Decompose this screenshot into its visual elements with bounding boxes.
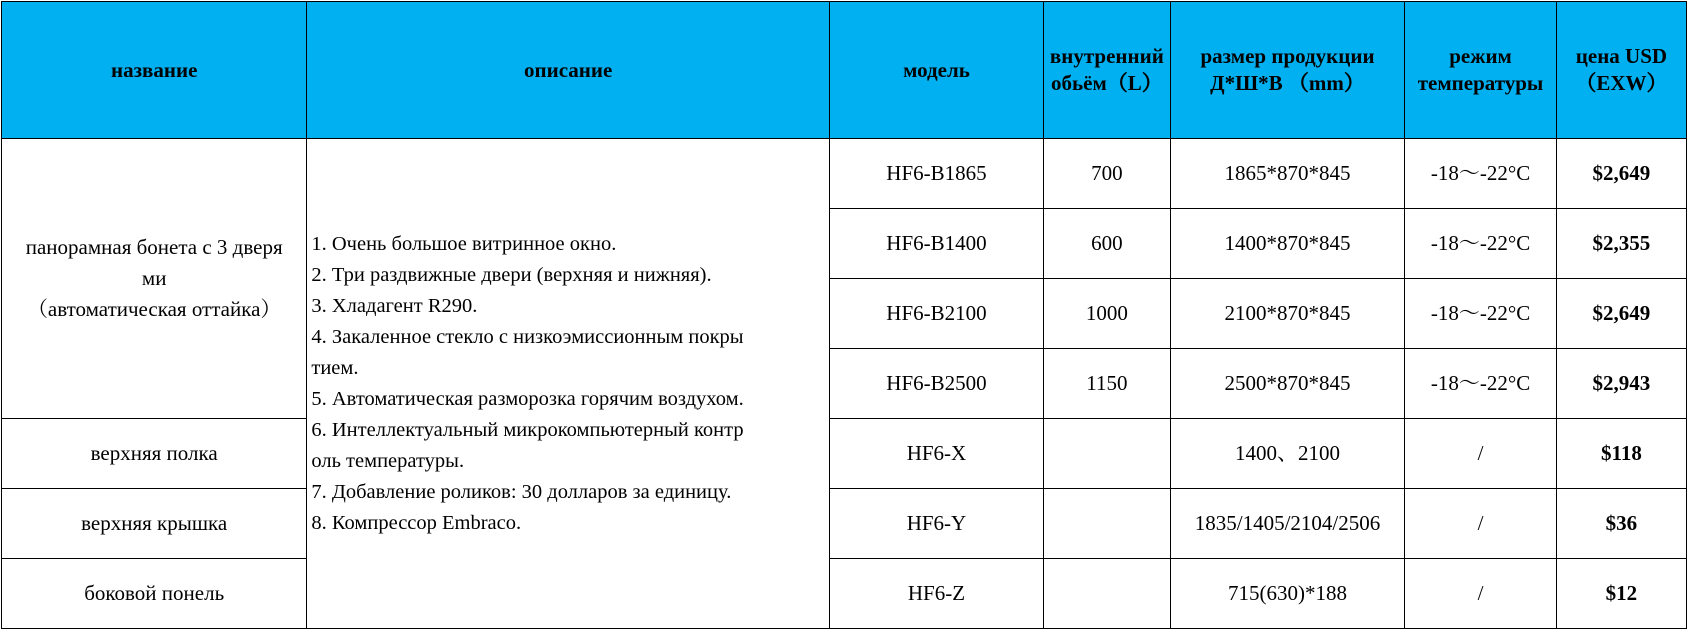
- table-row: [2, 489, 1687, 559]
- product-name-line: ми: [141, 266, 167, 290]
- model-cell: HF6-B2100: [829, 279, 1043, 349]
- header-name: название: [2, 2, 307, 139]
- size-cell: 1865*870*845: [1170, 139, 1404, 209]
- price-cell: $2,649: [1556, 139, 1686, 209]
- temperature-cell: /: [1405, 419, 1557, 489]
- volume-cell: [1043, 559, 1170, 629]
- header-description: описание: [307, 2, 830, 139]
- volume-cell: [1043, 489, 1170, 559]
- size-cell: 1835/1405/2104/2506: [1170, 489, 1404, 559]
- header-row: [2, 2, 1687, 139]
- size-cell: 2500*870*845: [1170, 349, 1404, 419]
- header-model: модель: [829, 2, 1043, 139]
- description-line: 7. Добавление роликов: 30 долларов за единицу.: [311, 480, 732, 503]
- temperature-cell: -18～-22°C: [1405, 349, 1557, 419]
- price-cell: $2,355: [1556, 209, 1686, 279]
- product-description: [307, 139, 830, 629]
- product-name-line: （автоматическая оттайка）: [26, 297, 282, 321]
- product-name-lid: верхняя крышка: [2, 489, 307, 559]
- size-cell: 715(630)*188: [1170, 559, 1404, 629]
- size-cell: 1400*870*845: [1170, 209, 1404, 279]
- price-cell: $118: [1556, 419, 1686, 489]
- description-line: 5. Автоматическая разморозка горячим воздухом.: [311, 387, 744, 410]
- model-cell: HF6-B2500: [829, 349, 1043, 419]
- description-line: 1. Очень большое витринное окно.: [311, 232, 617, 255]
- description-line: 3. Хладагент R290.: [311, 294, 478, 317]
- header-volume: внутренний обьём（L）: [1043, 2, 1170, 139]
- table-row: [2, 419, 1687, 489]
- model-cell: HF6-B1400: [829, 209, 1043, 279]
- volume-cell: [1043, 419, 1170, 489]
- description-line: оль температуры.: [311, 449, 465, 472]
- model-cell: HF6-B1865: [829, 139, 1043, 209]
- size-cell: 1400、2100: [1170, 419, 1404, 489]
- product-name-line: панорамная бонета с 3 двеpя: [25, 235, 283, 259]
- price-cell: $2,649: [1556, 279, 1686, 349]
- price-cell: $12: [1556, 559, 1686, 629]
- temperature-cell: -18～-22°C: [1405, 209, 1557, 279]
- temperature-cell: /: [1405, 559, 1557, 629]
- header-size: размер продукции Д*Ш*В （mm）: [1170, 2, 1404, 139]
- volume-cell: 1000: [1043, 279, 1170, 349]
- temperature-cell: /: [1405, 489, 1557, 559]
- header-price: цена USD（EXW）: [1556, 2, 1686, 139]
- temperature-cell: -18～-22°C: [1405, 279, 1557, 349]
- model-cell: HF6-Z: [829, 559, 1043, 629]
- table-row: [2, 139, 1687, 209]
- temperature-cell: -18～-22°C: [1405, 139, 1557, 209]
- header-temperature: режим температуры: [1405, 2, 1557, 139]
- description-line: 4. Закаленное стекло с низкоэмиссионным покры: [311, 325, 744, 348]
- product-name-main: [2, 139, 307, 419]
- volume-cell: 600: [1043, 209, 1170, 279]
- price-cell: $36: [1556, 489, 1686, 559]
- description-line: 8. Компрессор Embraco.: [311, 511, 522, 534]
- price-cell: $2,943: [1556, 349, 1686, 419]
- model-cell: HF6-Y: [829, 489, 1043, 559]
- price-table: [1, 1, 1687, 629]
- product-name-panel: боковой понель: [2, 559, 307, 629]
- model-cell: HF6-X: [829, 419, 1043, 489]
- volume-cell: 700: [1043, 139, 1170, 209]
- product-name-shelf: верхняя полка: [2, 419, 307, 489]
- volume-cell: 1150: [1043, 349, 1170, 419]
- description-line: тием.: [311, 356, 359, 379]
- table-row: [2, 559, 1687, 629]
- description-line: 2. Три раздвижные двери (верхняя и нижняя).: [311, 263, 712, 286]
- description-line: 6. Интеллектуальный микрокомпьютерный контр: [311, 418, 744, 441]
- size-cell: 2100*870*845: [1170, 279, 1404, 349]
